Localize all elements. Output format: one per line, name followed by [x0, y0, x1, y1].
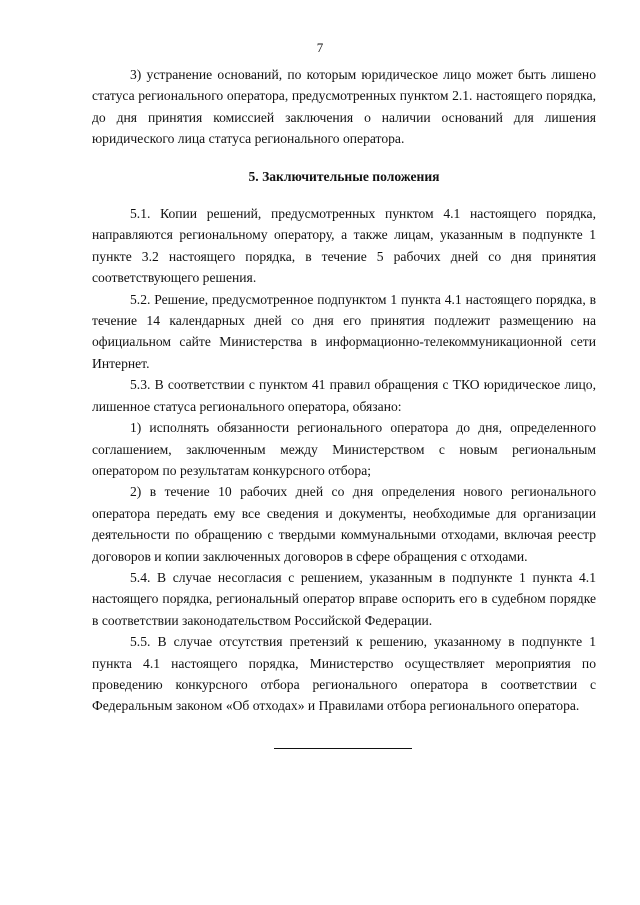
section-title: 5. Заключительные положения [248, 168, 440, 184]
paragraph-5-3-item-1: 1) исполнять обязанности регионального оператора до дня, определенного соглашением, заключенным между Министерством с новым региональным оператором по результатам конкурсного отбора; [92, 420, 596, 478]
paragraph-5-4: 5.4. В случае несогласия с решением, указанным в подпункте 1 пункта 4.1 настоящего порядка, региональный оператор вправе оспорить его в судебном порядке в соответствии законодательством Российской Федерации. [92, 569, 596, 628]
document-body [92, 64, 596, 717]
paragraph-5-1: 5.1. Копии решений, предусмотренных пунктом 4.1 настоящего порядка, направляются региональному оператору, а также лицам, указанным в подпункте 1 пункте 3.2 настоящего порядка, в течение 5 рабочих дней со дня принятия соответствующего решения. [92, 206, 596, 286]
paragraph-5-3: 5.3. В соответствии с пунктом 41 правил обращения с ТКО юридическое лицо, лишенное статуса регионального оператора, обязано: [92, 377, 596, 414]
intro-paragraph: 3) устранение оснований, по которым юридическое лицо может быть лишено статуса регионального оператора, предусмотренных пунктом 2.1. настоящего порядка, до дня принятия комиссией заключения о наличии оснований для лишения юридического лица статуса регионального оператора. [92, 67, 596, 147]
closing-divider [274, 748, 412, 749]
paragraph-5-5: 5.5. В случае отсутствия претензий к решению, указанному в подпункте 1 пункта 4.1 настоящего порядка, Министерство осуществляет мероприятия по проведению конкурсного отбора регионального оператора в соответствии с Федеральным законом «Об отходах» и Правилами отбора регионального оператора. [92, 634, 596, 714]
paragraph-5-2: 5.2. Решение, предусмотренное подпунктом 1 пункта 4.1 настоящего порядка, в течение 14 календарных дней со дня его принятия подлежит размещению на официальном сайте Министерства в информационно-телекоммуникационной сети Интернет. [92, 291, 596, 371]
page-number: 7 [316, 40, 324, 55]
paragraph-5-3-item-2: 2) в течение 10 рабочих дней со дня определения нового регионального оператора передать ему все сведения и документы, необходимые для организации деятельности по обращению с твердыми коммунальными отходами, включая реестр договоров и копии заключенных договоров в сфере обращения с отходами. [92, 484, 596, 564]
